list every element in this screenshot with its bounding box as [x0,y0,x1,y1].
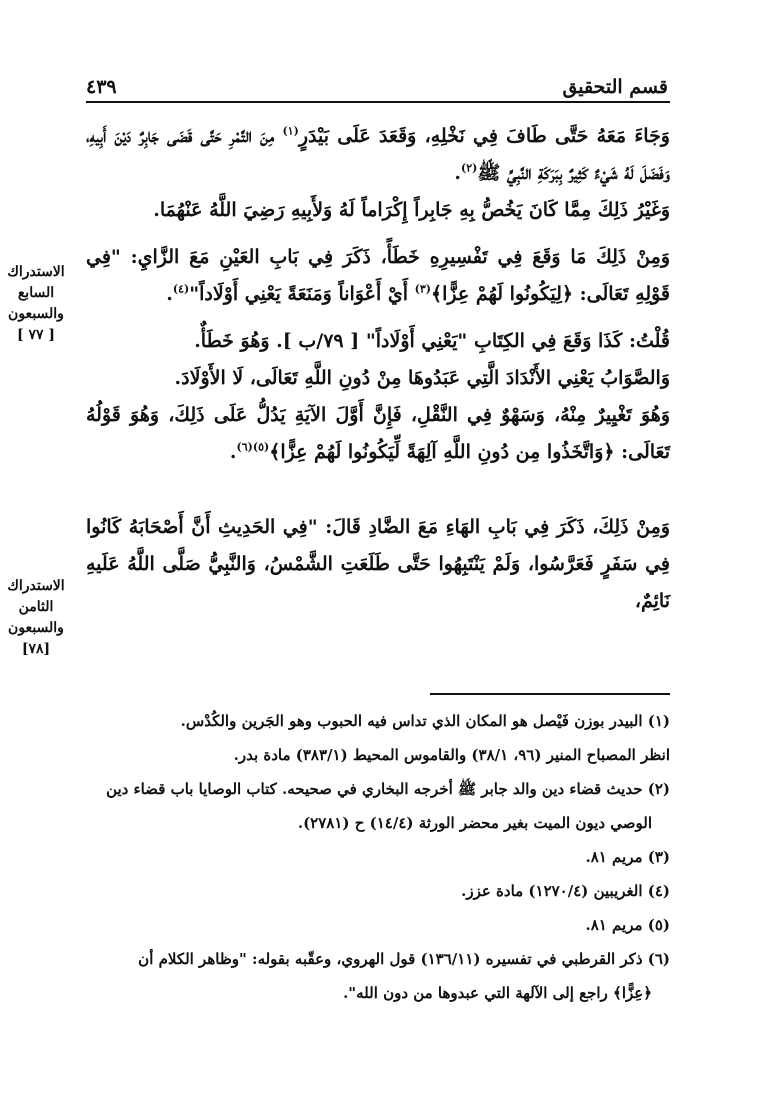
margin-note-line: الاستدراك [7,578,65,594]
footnote: الوصي ديون الميت بغير محضر الورثة (١٤/٤) ح (٢٧٨١). [297,814,652,832]
paragraph-text: وَجَاءَ مَعَهُ حَتَّى طَافَ فِي نَخْلِهِ، وَقَعَدَ عَلَى بَيْدَرٍ [298,125,670,147]
footnotes [86,706,670,1012]
margin-note-line: الثامن [18,599,54,615]
footnote: (٣) مريم ٨١. [585,848,670,866]
paragraph-text: وَمِنْ ذَلِكَ، ذَكَرَ فِي بَابِ الهَاءِ مَعَ الضَّادِ قَالَ: "فِي الحَدِيثِ أَنَّ أَصْحَابَهُ كَانُوا فِي سَفَرٍ فَعَرَّسُوا، وَلَمْ يَنْتَبِهُوا حَتَّى طَلَعَتِ الشَّمْسُ، وَالنَّبِيُّ صَلَّى اللَّهُ عَلَيهِ نَائِمٌ، [86,516,670,612]
margin-note-line: والسبعون [8,620,64,636]
paragraph [86,360,670,397]
paragraph-text: وَالصَّوَابُ يَعْنِي الأَنْدَادَ الَّتِي عَبَدُوهَا مِنْ دُونِ اللَّهِ تَعَالَى، لَا الأَوْلَادَ. [174,367,670,389]
footnote: (٢) حديث قضاء دين والد جابر ﷺ أخرجه البخاري في صحيحه. كتاب الوصايا باب قضاء دين [106,780,670,798]
paragraph-text: مِنَ التَّمْرِ حَتَّى قَضَى جَابِرٌ دَيْنَ أَبِيهِ، وَفَضَلَ لَهُ شَيْءٌ كَثِيرٌ بِبَرَكَةِ النَّبِيِّ ﷺ [86,125,670,184]
footnote: (٦) ذكر القرطبي في تفسيره (١٣٦/١١) قول الهروي، وعقّبه بقوله: "وظاهر الكلام أن [138,950,670,968]
margin-note-line: والسبعون [8,306,64,322]
margin-note-number: [ ٧٧ ] [16,327,56,343]
footnote: ﴿عِزًّا﴾ راجع إلى الآلهة التي عبدوها من دون الله". [343,984,652,1002]
header-divider [86,101,670,103]
paragraph: وَمِنْ ذَلِكَ مَا وَقَعَ فِي تَفْسِيرِهِ خَطَأً، ذَكَرَ فِي بَابِ العَيْنِ مَعَ الزَّايِ: "فِي قَوْلِهِ تَعَالَى: ﴿لِيَكُونُوا لَهُمْ عِزًّا﴾$^{(٣)}$ أَيْ أَعْوَاناً وَمَنَعَةً يَعْنِي أَوْلَاداً"$^{(٤)}$. [86,246,670,305]
footnote: (٥) مريم ٨١. [585,916,670,934]
footnote-ref: (٤) [172,282,190,296]
main-text [86,118,670,620]
footnote: انظر المصباح المنير (٩٦، ٣٨/١) والقاموس المحيط (٣٨٣/١) مادة بدر. [233,746,670,764]
paragraph [86,509,670,620]
margin-note-78 [2,576,70,660]
paragraph: وَهُوَ تَغْيِيرٌ مِنْهُ، وَسَهْوٌ فِي النَّقْلِ، فَإِنَّ أَوَّلَ الآيَةِ يَدُلُّ عَلَى ذَلِكَ، وَهُوَ قَوْلُهُ تَعَالَى: ﴿وَاتَّخَذُوا مِن دُونِ اللَّهِ آلِهَةً لِّيَكُونُوا لَهُمْ عِزًّا﴾$^{(٥)(٦)}$. [86,404,670,463]
paragraph-text: وَهُوَ تَغْيِيرٌ مِنْهُ، وَسَهْوٌ فِي النَّقْلِ، فَإِنَّ أَوَّلَ الآيَةِ يَدُلُّ عَلَى ذَلِكَ، وَهُوَ قَوْلُهُ تَعَالَى: ﴿وَاتَّخَذُوا مِن دُونِ اللَّهِ آلِهَةً لِّيَكُونُوا لَهُمْ عِزًّا﴾ [86,404,670,463]
footnote: (١) البيدر بوزن فَيْصل هو المكان الذي تداس فيه الحبوب وهو الجَرين والكُدْس. [180,712,670,730]
paragraph-text: وَغَيْرُ ذَلِكَ مِمَّا كَانَ يَخُصُّ بِهِ جَابِراً إِكْرَاماً لَهُ وَلأَبِيهِ رَضِيَ اللَّهُ عَنْهُمَا. [153,199,670,221]
paragraph [86,192,670,229]
paragraph: وَجَاءَ مَعَهُ حَتَّى طَافَ فِي نَخْلِهِ، وَقَعَدَ عَلَى بَيْدَرٍ$^{(١)}$ مِنَ التَّمْرِ حَتَّى قَضَى جَابِرٌ دَيْنَ أَبِيهِ، وَفَضَلَ لَهُ شَيْءٌ كَثِيرٌ بِبَرَكَةِ النَّبِيِّ ﷺ$^{(٢)}$. [86,124,670,184]
page-header [86,72,668,98]
paragraph-text: قُلْتُ: كَذَا وَقَعَ فِي الكِتَابِ "يَعْنِي أَوْلَاداً" [ ٧٩/ب ]. وَهُوَ خَطَأٌ. [194,330,670,352]
footnote-ref: (٢) [461,161,478,175]
paragraph-text: وَمِنْ ذَلِكَ مَا وَقَعَ فِي تَفْسِيرِهِ خَطَأً، ذَكَرَ فِي بَابِ العَيْنِ مَعَ الزَّايِ: "فِي قَوْلِهِ تَعَالَى: ﴿لِيَكُونُوا لَهُمْ عِزًّا﴾ [86,246,670,305]
footnote-ref: (٣) [414,282,432,296]
footnote: (٤) الغريبين (١٢٧٠/٤) مادة عزز. [461,882,670,900]
footnote-ref: (١) [282,124,299,138]
margin-note-77 [2,262,70,346]
paragraph-text: أَيْ أَعْوَاناً وَمَنَعَةً يَعْنِي أَوْلَاداً" [189,283,409,305]
paragraph [86,323,670,360]
margin-note-line: الاستدراك [7,264,65,280]
margin-note-line: السابع [17,285,55,301]
footnote-ref: (٥)(٦) [236,440,270,454]
section-title: قسم التحقيق [562,76,668,98]
footnote-divider [430,693,670,695]
page-number: ٤٣٩ [86,76,117,98]
margin-note-number: [٧٨] [21,641,51,657]
